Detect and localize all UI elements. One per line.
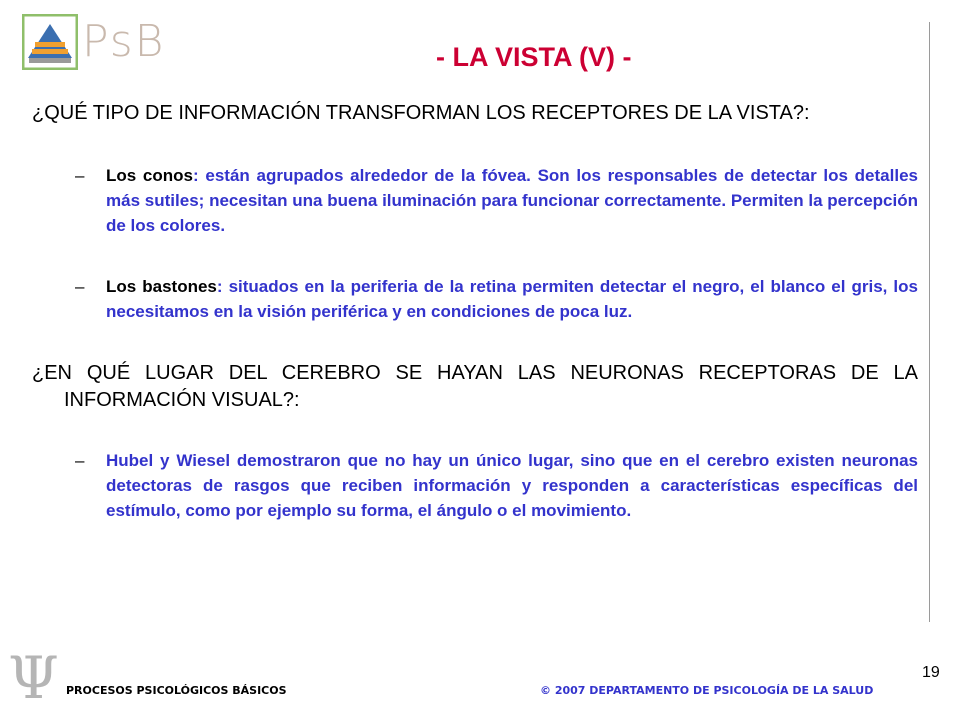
bullet-dash: –: [75, 166, 85, 185]
footer-copyright: © 2007 DEPARTAMENTO DE PSICOLOGÍA DE LA SALUD: [540, 684, 874, 697]
slide-title: - LA VISTA (V) -: [436, 42, 632, 72]
footer-course-name: PROCESOS PSICOLÓGICOS BÁSICOS: [66, 684, 287, 697]
psb-logo-mark-icon: [22, 14, 78, 70]
psb-logo: [22, 14, 167, 74]
item-text: : situados en la periferia de la retina permiten detectar el negro, el blanco el gris, los necesitamos en la visión periférica y en condiciones de poca luz.: [106, 277, 918, 321]
psb-logo-text: PsB: [82, 16, 166, 67]
bullet-dash: –: [75, 277, 85, 296]
item-text: Hubel y Wiesel demostraron que no hay un único lugar, sino que en el cerebro existen neuronas detectoras de rasgos que reciben información y responden a características específicas del estímulo, como por ejemplo su forma, el ángulo o el movimiento.: [106, 451, 918, 520]
page-number: 19: [922, 664, 940, 681]
bullet-dash: –: [75, 451, 85, 470]
right-divider-line: [929, 22, 930, 622]
bullet-item-conos: [32, 163, 918, 238]
question-1: ¿QUÉ TIPO DE INFORMACIÓN TRANSFORMAN LOS RECEPTORES DE LA VISTA?:: [32, 102, 810, 124]
bullet-item-bastones: [32, 274, 918, 324]
item-term: Los conos: [106, 166, 193, 185]
item-text: : están agrupados alrededor de la fóvea. Son los responsables de detectar los detalles más sutiles; necesitan una buena iluminación para funcionar correctamente. Permiten la percepción de los colores.: [106, 166, 918, 235]
psi-icon: Ψ: [8, 644, 59, 712]
question-2: ¿EN QUÉ LUGAR DEL CEREBRO SE HAYAN LAS NEURONAS RECEPTORAS DE LA INFORMACIÓN VISUAL?:: [32, 362, 918, 411]
slide-content: [32, 100, 918, 523]
item-term: Los bastones: [106, 277, 217, 296]
bullet-item-hubel-wiesel: [32, 448, 918, 523]
